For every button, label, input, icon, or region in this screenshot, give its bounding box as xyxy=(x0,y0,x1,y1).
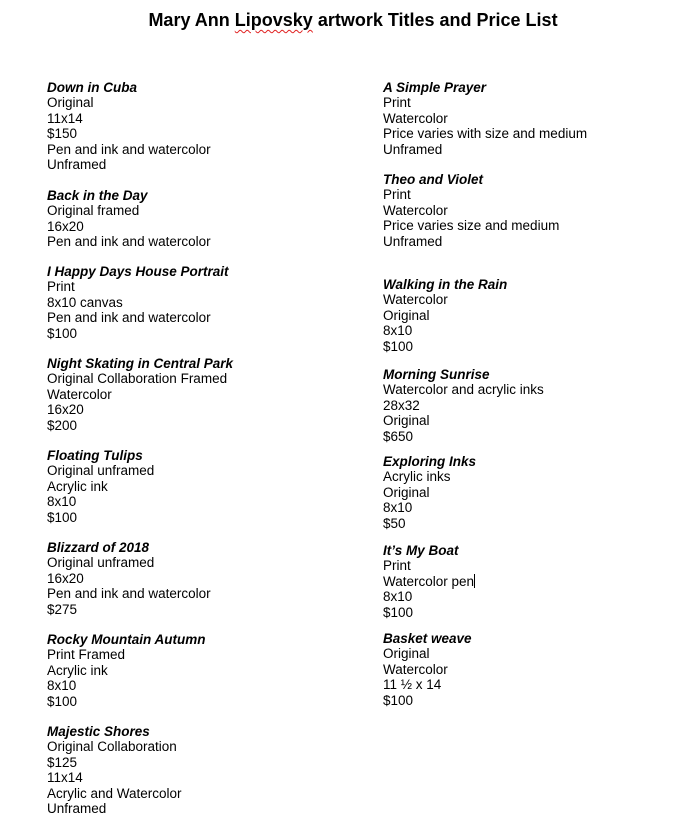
artwork-detail: Print Framed xyxy=(47,647,126,663)
artwork-detail: Print xyxy=(383,95,411,111)
artwork-detail: Original xyxy=(383,484,430,500)
artwork-detail: Watercolor xyxy=(383,202,448,218)
artwork-detail: Acrylic ink xyxy=(47,662,108,678)
artwork-detail: Unframed xyxy=(47,157,107,173)
artwork-title: I Happy Days House Portrait xyxy=(47,264,229,279)
text-cursor xyxy=(474,574,475,588)
artwork-entry xyxy=(47,540,211,617)
artwork-entry xyxy=(383,454,476,531)
artwork-title: A Simple Prayer xyxy=(383,80,487,95)
artwork-detail: Watercolor xyxy=(383,661,448,677)
artwork-detail: 8x10 xyxy=(47,494,77,510)
artwork-detail: Print xyxy=(383,558,411,574)
artwork-detail: Price varies size and medium xyxy=(383,218,560,234)
artwork-title: Rocky Mountain Autumn xyxy=(47,632,206,647)
artwork-detail: Pen and ink and watercolor xyxy=(47,310,211,326)
artwork-detail: Original Collaboration Framed xyxy=(47,371,228,387)
artwork-detail: Acrylic ink xyxy=(47,478,108,494)
artwork-entry xyxy=(47,448,154,525)
artwork-detail: 16x20 xyxy=(47,402,84,418)
title-suffix: artwork Titles and Price List xyxy=(312,10,558,30)
artwork-title: Down in Cuba xyxy=(47,80,137,95)
artwork-entry xyxy=(47,724,182,816)
artwork-detail: Print xyxy=(383,187,411,203)
artwork-title: It’s My Boat xyxy=(383,543,459,558)
artwork-title: Basket weave xyxy=(383,631,472,646)
artwork-detail: Watercolor and acrylic inks xyxy=(383,382,544,398)
artwork-detail: 16x20 xyxy=(47,218,84,234)
artwork-entry xyxy=(383,80,587,157)
artwork-title: Floating Tulips xyxy=(47,448,143,463)
artwork-detail: 8x10 xyxy=(383,589,413,605)
artwork-entry xyxy=(47,632,206,709)
artwork-entry xyxy=(47,264,229,341)
artwork-entry xyxy=(47,80,211,172)
artwork-detail: Unframed xyxy=(47,801,107,817)
title-prefix: Mary Ann xyxy=(148,10,235,30)
artwork-detail: Watercolor xyxy=(47,386,112,402)
artwork-detail: $100 xyxy=(383,604,414,620)
artwork-title: Night Skating in Central Park xyxy=(47,356,234,371)
artwork-detail: 8x10 xyxy=(383,323,413,339)
title-misspelled-word[interactable]: Lipovsky xyxy=(234,10,313,30)
artwork-detail: $200 xyxy=(47,417,78,433)
artwork-detail: 11x14 xyxy=(47,110,83,126)
artwork-detail: 11 ½ x 14 xyxy=(383,677,442,693)
artwork-detail: Unframed xyxy=(383,141,443,157)
artwork-detail: $125 xyxy=(47,754,78,770)
artwork-entry xyxy=(47,188,211,250)
artwork-detail: Original unframed xyxy=(47,555,155,571)
artwork-detail: Price varies with size and medium xyxy=(383,126,588,142)
artwork-detail: Original unframed xyxy=(47,463,155,479)
artwork-detail: $100 xyxy=(47,693,78,709)
artwork-entry xyxy=(47,356,233,433)
artwork-title: Morning Sunrise xyxy=(383,367,490,382)
artwork-detail: $100 xyxy=(383,338,414,354)
artwork-entry xyxy=(383,543,475,620)
artwork-title: Back in the Day xyxy=(47,188,148,203)
artwork-entry xyxy=(383,367,544,444)
artwork-detail: $150 xyxy=(47,126,78,142)
artwork-detail: Original Collaboration xyxy=(47,739,177,755)
artwork-detail: Acrylic and Watercolor xyxy=(47,785,182,801)
artwork-title: Walking in the Rain xyxy=(383,277,508,292)
artwork-detail: Watercolor pen xyxy=(383,573,475,589)
artwork-detail: 11x14 xyxy=(47,770,83,786)
artwork-entry xyxy=(383,277,507,354)
artwork-detail: 8x10 canvas xyxy=(47,294,123,310)
artwork-detail: $100 xyxy=(47,509,78,525)
artwork-entry xyxy=(383,172,559,249)
document-title xyxy=(0,9,695,31)
artwork-detail: 8x10 xyxy=(383,500,413,516)
artwork-title: Blizzard of 2018 xyxy=(47,540,150,555)
artwork-title: Theo and Violet xyxy=(383,172,484,187)
artwork-detail: 28x32 xyxy=(383,397,420,413)
artwork-detail: 16x20 xyxy=(47,570,84,586)
artwork-detail: $100 xyxy=(383,692,414,708)
artwork-detail: Original xyxy=(383,307,430,323)
artwork-detail: 8x10 xyxy=(47,678,77,694)
artwork-detail: Acrylic inks xyxy=(383,469,451,485)
artwork-detail: $275 xyxy=(47,601,78,617)
artwork-detail: Original xyxy=(383,413,430,429)
artwork-detail: Unframed xyxy=(383,233,443,249)
artwork-detail: $100 xyxy=(47,325,78,341)
artwork-title: Exploring Inks xyxy=(383,454,477,469)
artwork-title: Majestic Shores xyxy=(47,724,150,739)
artwork-entry xyxy=(383,631,472,708)
artwork-detail: Original xyxy=(47,95,94,111)
artwork-detail: Original framed xyxy=(47,203,140,219)
artwork-detail: Pen and ink and watercolor xyxy=(47,234,211,250)
artwork-detail: Pen and ink and watercolor xyxy=(47,141,211,157)
artwork-detail: Watercolor xyxy=(383,110,448,126)
artwork-detail: $50 xyxy=(383,515,406,531)
artwork-detail: Watercolor xyxy=(383,292,448,308)
artwork-detail: Pen and ink and watercolor xyxy=(47,586,211,602)
artwork-detail: Original xyxy=(383,646,430,662)
artwork-detail: $650 xyxy=(383,428,414,444)
artwork-detail: Print xyxy=(47,279,75,295)
